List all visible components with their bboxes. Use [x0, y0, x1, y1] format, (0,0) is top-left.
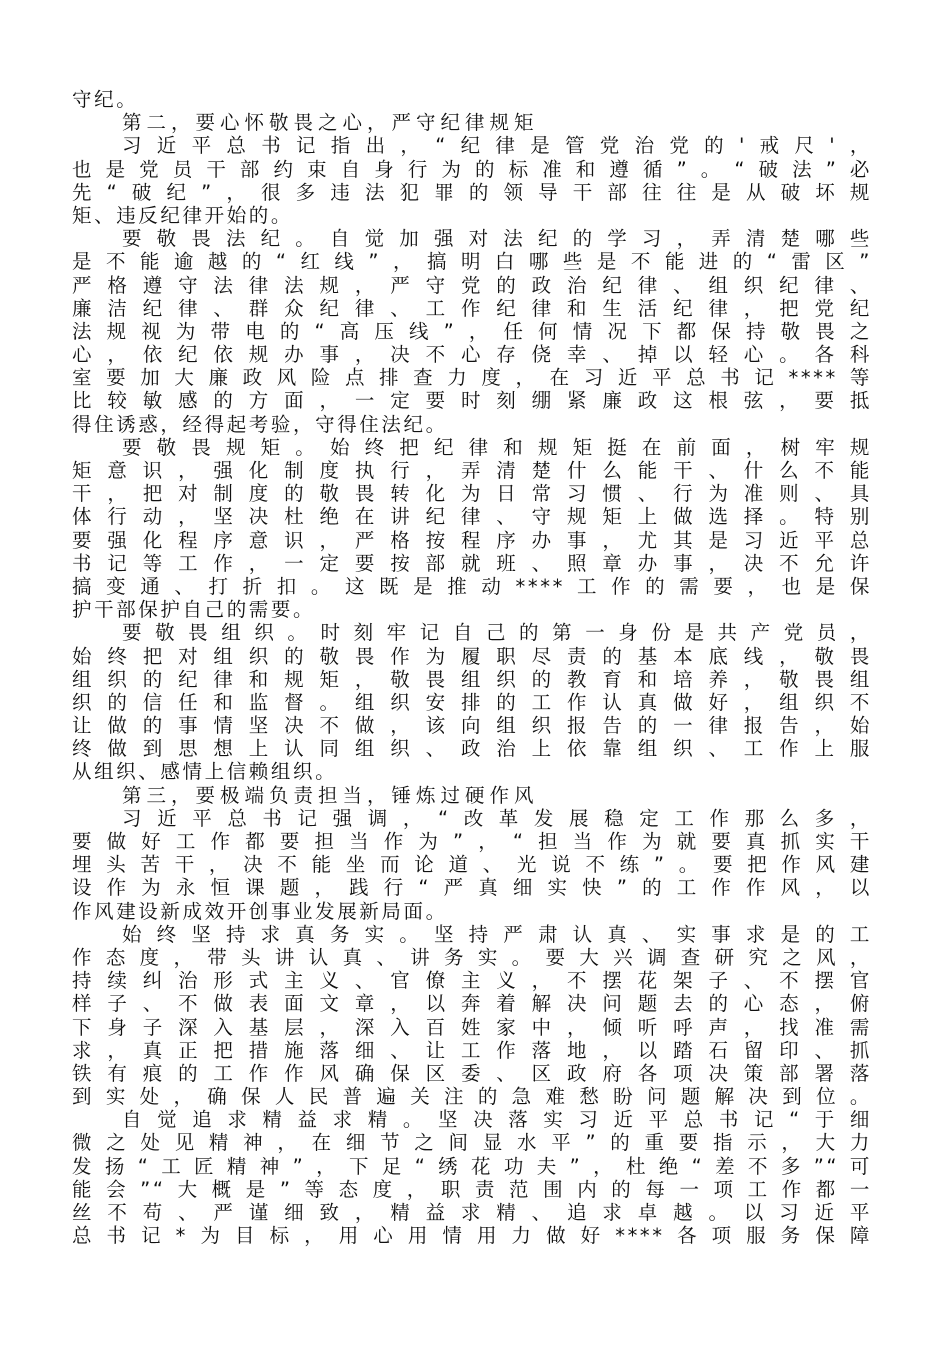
text-line: 埋头苦干，决不能坐而论道、光说不练”。要把作风建 — [72, 853, 872, 877]
text-line: 到实处，确保人民普遍关注的急难愁盼问题解决到位。 — [72, 1085, 872, 1109]
text-line: 设作为永恒课题，践行“严真细实快”的工作作风，以 — [72, 876, 872, 900]
text-line: 要敬畏规矩。始终把纪律和规矩挺在前面，树牢规 — [122, 435, 872, 459]
text-line: 组织的纪律和规矩，敬畏组织的教育和培养，敬畏组 — [72, 667, 872, 691]
text-line: 习近平总书记强调，“改革发展稳定工作那么多， — [122, 806, 872, 830]
text-line: 终做到思想上认同组织、政治上依靠组织、工作上服 — [72, 737, 872, 761]
section-heading: 第三，要极端负责担当，锤炼过硬作风 — [122, 783, 539, 807]
text-line: 作态度，带头讲认真、讲务实。要大兴调查研究之风， — [72, 945, 872, 969]
text-line: 体行动，坚决杜绝在讲纪律、守规矩上做选择。特别 — [72, 505, 872, 529]
text-line: 护干部保护自己的需要。 — [72, 598, 316, 622]
text-line: 室要加大廉政风险点排查力度，在习近平总书记****等 — [72, 366, 872, 390]
text-line: 能会”“大概是”等态度，职责范围内的每一项工作都一 — [72, 1177, 872, 1201]
text-line: 习近平总书记指出，“纪律是管党治党的'戒尺'， — [122, 134, 872, 158]
text-line: 微之处见精神，在细节之间显水平”的重要指示，大力 — [72, 1131, 872, 1155]
document-page — [72, 88, 872, 1247]
text-line: 自觉追求精益求精。坚决落实习近平总书记“于细 — [122, 1108, 872, 1132]
section-heading: 第二，要心怀敬畏之心，严守纪律规矩 — [122, 111, 539, 135]
text-line: 法规视为带电的“高压线”，任何情况下都保持敬畏之 — [72, 319, 872, 343]
text-line: 作风建设新成效开创事业发展新局面。 — [72, 899, 448, 923]
text-line: 始终坚持求真务实。坚持严肃认真、实事求是的工 — [122, 922, 872, 946]
text-line: 矩意识，强化制度执行，弄清楚什么能干、什么不能 — [72, 459, 872, 482]
text-line: 持续纠治形式主义、官僚主义，不摆花架子、不摆官 — [72, 969, 872, 993]
text-line: 求，真正把措施落细、让工作落地，以踏石留印、抓 — [72, 1038, 872, 1062]
text-line: 下身子深入基层，深入百姓家中，倾听呼声，找准需 — [72, 1015, 872, 1039]
text-line: 样子、不做表面文章，以奔着解决问题去的心态，俯 — [72, 992, 872, 1016]
text-line: 干，把对制度的敬畏转化为日常习惯、行为准则、具 — [72, 482, 872, 506]
text-line: 也是党员干部约束自身行为的标准和遵循”。“破法”必 — [72, 157, 872, 181]
text-line: 是不能逾越的“红线”，搞明白哪些是不能进的“雷区” — [72, 250, 872, 274]
text-line: 比较敏感的方面，一定要时刻绷紧廉政这根弦，要抵 — [72, 389, 872, 413]
text-line: 要做好工作都要担当作为”，“担当作为就要真抓实干 — [72, 830, 872, 853]
text-line: 要强化程序意识，严格按程序办事，尤其是习近平总 — [72, 528, 872, 552]
text-line: 廉洁纪律、群众纪律、工作纪律和生活纪律，把党纪 — [72, 296, 872, 320]
text-line: 先“破纪”，很多违法犯罪的领导干部往往是从破坏规 — [72, 180, 872, 204]
text-line: 书记等工作，一定要按部就班、照章办事，决不允许 — [72, 551, 872, 575]
text-line: 心，依纪依规办事，决不心存侥幸、掉以轻心。各科 — [72, 343, 872, 367]
text-line: 丝不苟、严谨细致，精益求精、追求卓越。以习近平 — [72, 1201, 872, 1224]
text-line: 从组织、感情上信赖组织。 — [72, 760, 338, 784]
text-line: 矩、违反纪律开始的。 — [72, 203, 294, 227]
text-line: 发扬“工匠精神”，下足“绣花功夫”，杜绝“差不多”“可 — [72, 1154, 872, 1178]
text-line: 织的信任和监督。组织安排的工作认真做好，组织不 — [72, 690, 872, 714]
text-line: 得住诱惑，经得起考验，守得住法纪。 — [72, 412, 448, 436]
text-line: 总书记*为目标，用心用情用力做好****各项服务保障 — [72, 1224, 872, 1248]
text-line: 要敬畏组织。时刻牢记自己的第一身份是共产党员， — [122, 621, 872, 645]
text-line: 让做的事情坚决不做，该向组织报告的一律报告，始 — [72, 714, 872, 738]
text-line: 始终把对组织的敬畏作为履职尽责的基本底线，敬畏 — [72, 644, 872, 668]
text-line: 要敬畏法纪。自觉加强对法纪的学习，弄清楚哪些 — [122, 227, 872, 251]
text-line: 搞变通、打折扣。这既是推动****工作的需要，也是保 — [72, 574, 872, 598]
text-line: 铁有痕的工作作风确保区委、区政府各项决策部署落 — [72, 1061, 872, 1085]
text-line: 严格遵守法律法规，严守党的政治纪律、组织纪律、 — [72, 273, 872, 297]
text-line: 守纪。 — [72, 88, 139, 111]
